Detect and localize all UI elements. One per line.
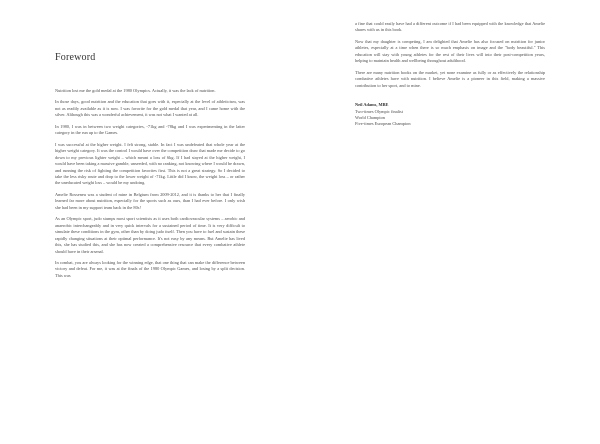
left-text-column bbox=[55, 52, 245, 279]
signature-block bbox=[355, 102, 545, 128]
paragraph: Now that my daughter is competing, I am delighted that Amelie has also focused on nutrition for junior athletes, especially at a time when there is so much emphasis on image and the "body beautiful." This education will stay with young athletes for the rest of their lives will into their post-competition years, helping to maintain health and wellbeing throughout adulthood. bbox=[355, 38, 545, 64]
paragraph: Nutrition lost me the gold medal at the 1980 Olympics. Actually, it was the lack of nutrition. bbox=[55, 88, 216, 93]
signature-credential: World Champion bbox=[355, 114, 385, 120]
paragraph: There are many nutrition books on the market, yet none examine as fully or as effectively the relationship combative athletes have with nutrition. I believe Amelie is a pioneer in this field, making a massive contribution to her sport, and to mine. bbox=[355, 69, 545, 88]
right-page bbox=[300, 0, 600, 444]
paragraph: In those days, good nutrition and the education that goes with it, especially at the level of athleticism, was not as readily available as it is now. I was favorite for the gold medal that year, and I came home with the silver. Although this was a wonderful achievement, it was not what I wanted at all. bbox=[55, 99, 245, 118]
paragraph: In combat, you are always looking for the winning edge, that one thing that can make the difference between victory and defeat. For me, it was at the finals of the 1980 Olympic Games, and losing by a split decision. This was bbox=[55, 259, 245, 278]
paragraph: Amelie Rosseneu was a student of mine in Belgium from 2009-2012, and it is thanks to her that I finally learned far more about nutrition, especially for the sports such as ours, than I had ever before. I only wish she had been in my support team back in the 80s! bbox=[55, 191, 245, 210]
paragraph: As an Olympic sport, judo stumps most sport scientists as it uses both cardiovascular systems – aerobic and anaerobic interchangeably and in very quick intervals for a sustained period of time. It is very difficult to simulate these conditions in the gym, other than by doing judo itself. Then you have to fuel and sustain these rapidly changing situations at their optimal performance. It's not easy by any means. But Amelie has lived this, she has studied this, and she has now created a comprehensive resource that every combative athlete should have in their arsenal. bbox=[55, 216, 245, 254]
right-text-column bbox=[355, 21, 545, 128]
signature-name: Neil Adams, MBE bbox=[355, 102, 389, 108]
page-title: Foreword bbox=[55, 52, 96, 63]
paragraph: a fine that could easily have had a different outcome if I had been equipped with the knowledge that Amelie shares with us in this book. bbox=[355, 21, 545, 33]
signature-credential: Two-times Olympic finalist bbox=[355, 108, 403, 114]
paragraph: I was successful at the higher weight. I felt strong, stable. In fact I was undefeated that whole year at the higher weight category. It was the control I would have over the competition draw that made me decide to go down to my previous lighter weight – which meant a loss of 6kg. If I had stayed at the higher weight, I would have been taking a massive gamble, unseeded, with no ranking, not knowing where I would be drawn, and running the risk of fighting the competition favorites first. This is not a great strategy. So I decided to take the less risky route and drop to the lower weight of -71kg. Little did I know, the weight loss – or rather the uneducated weight loss – would be my undoing. bbox=[55, 141, 245, 186]
paragraph: In 1980, I was in between two weight categories, -71kg and -78kg and I was experimenting in the latter category in the run up to the Games. bbox=[55, 123, 245, 136]
signature-credential: Five-times European Champion bbox=[355, 121, 411, 127]
